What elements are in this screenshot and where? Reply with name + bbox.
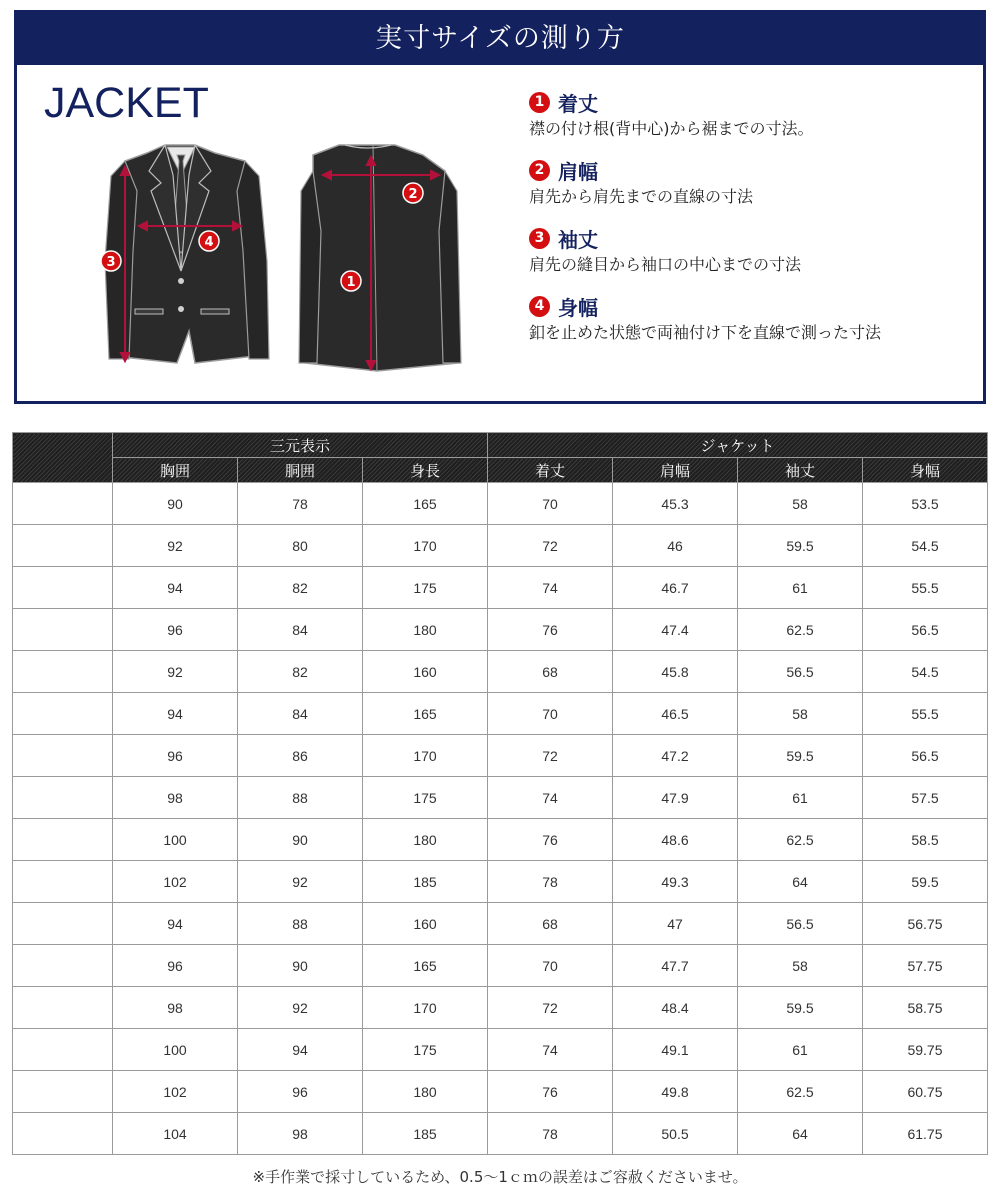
table-row bbox=[13, 1071, 988, 1113]
definition-4 bbox=[529, 291, 969, 343]
marker-1 bbox=[341, 271, 361, 291]
table-cell: 70 bbox=[488, 693, 613, 735]
table-cell: 58 bbox=[738, 693, 863, 735]
table-cell: 86 bbox=[238, 735, 363, 777]
size-label: AB3 bbox=[13, 651, 113, 693]
table-cell: 59.5 bbox=[738, 525, 863, 567]
column-header: 身長 bbox=[363, 458, 488, 483]
table-cell: 104 bbox=[113, 1113, 238, 1155]
size-label: BB5 bbox=[13, 987, 113, 1029]
table-cell: 56.5 bbox=[863, 735, 988, 777]
table-cell: 98 bbox=[113, 987, 238, 1029]
column-header: 袖丈 bbox=[738, 458, 863, 483]
table-cell: 96 bbox=[113, 945, 238, 987]
measurement-definitions bbox=[529, 87, 969, 359]
definition-title: 肩幅 bbox=[558, 159, 598, 184]
number-3-badge: 3 bbox=[529, 228, 550, 249]
table-row bbox=[13, 861, 988, 903]
table-cell: 74 bbox=[488, 777, 613, 819]
marker-3 bbox=[101, 251, 121, 271]
svg-text:4: 4 bbox=[204, 235, 214, 250]
table-cell: 48.6 bbox=[613, 819, 738, 861]
table-cell: 56.5 bbox=[863, 609, 988, 651]
table-cell: 90 bbox=[238, 945, 363, 987]
table-cell: 88 bbox=[238, 777, 363, 819]
table-group-header bbox=[13, 433, 988, 458]
table-cell: 160 bbox=[363, 651, 488, 693]
table-row bbox=[13, 945, 988, 987]
table-cell: 47 bbox=[613, 903, 738, 945]
table-cell: 59.75 bbox=[863, 1029, 988, 1071]
table-cell: 94 bbox=[113, 567, 238, 609]
table-cell: 94 bbox=[113, 903, 238, 945]
table-cell: 57.75 bbox=[863, 945, 988, 987]
table-cell: 61 bbox=[738, 1029, 863, 1071]
table-row bbox=[13, 693, 988, 735]
button-icon bbox=[178, 278, 184, 284]
table-row bbox=[13, 819, 988, 861]
table-cell: 58 bbox=[738, 483, 863, 525]
definition-title: 身幅 bbox=[558, 295, 598, 320]
table-row bbox=[13, 567, 988, 609]
table-cell: 82 bbox=[238, 651, 363, 693]
table-cell: 49.8 bbox=[613, 1071, 738, 1113]
table-row bbox=[13, 987, 988, 1029]
svg-text:3: 3 bbox=[106, 255, 116, 270]
table-cell: 170 bbox=[363, 735, 488, 777]
table-cell: 45.3 bbox=[613, 483, 738, 525]
table-row bbox=[13, 483, 988, 525]
table-cell: 96 bbox=[238, 1071, 363, 1113]
marker-4 bbox=[199, 231, 219, 251]
size-table bbox=[12, 432, 988, 1155]
table-cell: 46 bbox=[613, 525, 738, 567]
table-cell: 94 bbox=[113, 693, 238, 735]
table-cell: 58.75 bbox=[863, 987, 988, 1029]
table-cell: 61.75 bbox=[863, 1113, 988, 1155]
table-cell: 100 bbox=[113, 819, 238, 861]
table-cell: 175 bbox=[363, 567, 488, 609]
table-cell: 80 bbox=[238, 525, 363, 567]
column-header: 胴囲 bbox=[238, 458, 363, 483]
table-cell: 55.5 bbox=[863, 693, 988, 735]
size-label: A4 bbox=[13, 483, 113, 525]
size-label: A6 bbox=[13, 567, 113, 609]
button-icon bbox=[178, 306, 184, 312]
table-cell: 49.3 bbox=[613, 861, 738, 903]
table-cell: 46.5 bbox=[613, 693, 738, 735]
table-cell: 78 bbox=[238, 483, 363, 525]
table-cell: 70 bbox=[488, 483, 613, 525]
table-cell: 185 bbox=[363, 861, 488, 903]
table-row bbox=[13, 609, 988, 651]
number-4-badge: 4 bbox=[529, 296, 550, 317]
table-cell: 170 bbox=[363, 525, 488, 567]
definition-1 bbox=[529, 87, 969, 139]
table-cell: 64 bbox=[738, 861, 863, 903]
table-cell: 61 bbox=[738, 777, 863, 819]
table-cell: 68 bbox=[488, 903, 613, 945]
corner-cell bbox=[13, 433, 113, 483]
table-cell: 68 bbox=[488, 651, 613, 693]
size-label: AB4 bbox=[13, 693, 113, 735]
size-label: BB4 bbox=[13, 945, 113, 987]
table-cell: 175 bbox=[363, 1029, 488, 1071]
table-cell: 180 bbox=[363, 819, 488, 861]
table-cell: 165 bbox=[363, 483, 488, 525]
jacket-back bbox=[299, 145, 461, 371]
table-cell: 100 bbox=[113, 1029, 238, 1071]
number-2-badge: 2 bbox=[529, 160, 550, 181]
table-cell: 55.5 bbox=[863, 567, 988, 609]
table-cell: 160 bbox=[363, 903, 488, 945]
table-cell: 82 bbox=[238, 567, 363, 609]
table-cell: 92 bbox=[113, 525, 238, 567]
size-label: AB7 bbox=[13, 819, 113, 861]
table-cell: 62.5 bbox=[738, 819, 863, 861]
table-cell: 46.7 bbox=[613, 567, 738, 609]
svg-text:2: 2 bbox=[408, 187, 418, 202]
table-row bbox=[13, 651, 988, 693]
table-cell: 175 bbox=[363, 777, 488, 819]
table-row bbox=[13, 735, 988, 777]
measurement-guide bbox=[14, 10, 986, 404]
table-cell: 59.5 bbox=[863, 861, 988, 903]
definition-title: 袖丈 bbox=[558, 227, 598, 252]
table-column-header bbox=[13, 458, 988, 483]
table-cell: 94 bbox=[238, 1029, 363, 1071]
definition-desc: 肩先から肩先までの直線の寸法 bbox=[529, 187, 754, 206]
svg-text:1: 1 bbox=[346, 275, 356, 290]
table-cell: 98 bbox=[113, 777, 238, 819]
jacket-front bbox=[105, 145, 269, 363]
table-row bbox=[13, 903, 988, 945]
table-cell: 60.75 bbox=[863, 1071, 988, 1113]
table-cell: 61 bbox=[738, 567, 863, 609]
table-cell: 96 bbox=[113, 735, 238, 777]
column-header: 身幅 bbox=[863, 458, 988, 483]
table-cell: 180 bbox=[363, 609, 488, 651]
table-cell: 62.5 bbox=[738, 1071, 863, 1113]
size-label: BB6 bbox=[13, 1029, 113, 1071]
table-cell: 47.4 bbox=[613, 609, 738, 651]
table-cell: 96 bbox=[113, 609, 238, 651]
table-cell: 58.5 bbox=[863, 819, 988, 861]
table-cell: 47.9 bbox=[613, 777, 738, 819]
group-header-sangen: 三元表示 bbox=[113, 433, 488, 458]
table-cell: 92 bbox=[238, 987, 363, 1029]
column-header: 胸囲 bbox=[113, 458, 238, 483]
table-cell: 185 bbox=[363, 1113, 488, 1155]
table-cell: 180 bbox=[363, 1071, 488, 1113]
table-cell: 59.5 bbox=[738, 987, 863, 1029]
table-row bbox=[13, 777, 988, 819]
table-cell: 90 bbox=[113, 483, 238, 525]
table-cell: 76 bbox=[488, 819, 613, 861]
table-cell: 102 bbox=[113, 1071, 238, 1113]
table-cell: 76 bbox=[488, 609, 613, 651]
table-cell: 56.5 bbox=[738, 651, 863, 693]
table-cell: 72 bbox=[488, 735, 613, 777]
table-cell: 49.1 bbox=[613, 1029, 738, 1071]
table-cell: 165 bbox=[363, 945, 488, 987]
size-label: AB5 bbox=[13, 735, 113, 777]
table-cell: 74 bbox=[488, 567, 613, 609]
table-cell: 92 bbox=[238, 861, 363, 903]
table-cell: 47.2 bbox=[613, 735, 738, 777]
table-cell: 74 bbox=[488, 1029, 613, 1071]
size-label: A7 bbox=[13, 609, 113, 651]
column-header: 肩幅 bbox=[613, 458, 738, 483]
table-cell: 62.5 bbox=[738, 609, 863, 651]
size-label: A5 bbox=[13, 525, 113, 567]
table-cell: 170 bbox=[363, 987, 488, 1029]
table-cell: 84 bbox=[238, 693, 363, 735]
table-cell: 56.5 bbox=[738, 903, 863, 945]
table-cell: 54.5 bbox=[863, 651, 988, 693]
table-row bbox=[13, 525, 988, 567]
table-cell: 165 bbox=[363, 693, 488, 735]
table-cell: 53.5 bbox=[863, 483, 988, 525]
size-label: BB3 bbox=[13, 903, 113, 945]
table-cell: 70 bbox=[488, 945, 613, 987]
table-cell: 50.5 bbox=[613, 1113, 738, 1155]
table-cell: 102 bbox=[113, 861, 238, 903]
table-cell: 98 bbox=[238, 1113, 363, 1155]
definition-3 bbox=[529, 223, 969, 275]
column-header: 着丈 bbox=[488, 458, 613, 483]
table-cell: 72 bbox=[488, 987, 613, 1029]
size-label: AB8 bbox=[13, 861, 113, 903]
table-cell: 78 bbox=[488, 1113, 613, 1155]
number-1-badge: 1 bbox=[529, 92, 550, 113]
table-cell: 78 bbox=[488, 861, 613, 903]
table-cell: 45.8 bbox=[613, 651, 738, 693]
size-label: BB8 bbox=[13, 1113, 113, 1155]
table-cell: 56.75 bbox=[863, 903, 988, 945]
definition-title: 着丈 bbox=[558, 91, 598, 116]
table-cell: 72 bbox=[488, 525, 613, 567]
definition-desc: 釦を止めた状態で両袖付け下を直線で測った寸法 bbox=[529, 323, 882, 342]
table-cell: 57.5 bbox=[863, 777, 988, 819]
table-cell: 47.7 bbox=[613, 945, 738, 987]
definition-desc: 襟の付け根(背中心)から裾までの寸法。 bbox=[529, 119, 814, 138]
table-cell: 48.4 bbox=[613, 987, 738, 1029]
table-cell: 92 bbox=[113, 651, 238, 693]
table-cell: 64 bbox=[738, 1113, 863, 1155]
table-cell: 58 bbox=[738, 945, 863, 987]
table-cell: 84 bbox=[238, 609, 363, 651]
size-table-body bbox=[13, 483, 988, 1155]
table-cell: 76 bbox=[488, 1071, 613, 1113]
size-label: AB6 bbox=[13, 777, 113, 819]
jacket-title: JACKET bbox=[44, 79, 209, 127]
table-cell: 59.5 bbox=[738, 735, 863, 777]
size-label: BB7 bbox=[13, 1071, 113, 1113]
table-cell: 54.5 bbox=[863, 525, 988, 567]
guide-header: 実寸サイズの測り方 bbox=[17, 13, 983, 65]
definition-2 bbox=[529, 155, 969, 207]
table-cell: 88 bbox=[238, 903, 363, 945]
group-header-jacket: ジャケット bbox=[488, 433, 988, 458]
table-row bbox=[13, 1029, 988, 1071]
footnote: ※手作業で採寸しているため、0.5〜1ｃｍの誤差はご容赦くださいませ。 bbox=[252, 1168, 748, 1186]
table-row bbox=[13, 1113, 988, 1155]
definition-desc: 肩先の縫目から袖口の中心までの寸法 bbox=[529, 255, 802, 274]
table-cell: 90 bbox=[238, 819, 363, 861]
marker-2 bbox=[403, 183, 423, 203]
jacket-illustration bbox=[77, 131, 477, 381]
